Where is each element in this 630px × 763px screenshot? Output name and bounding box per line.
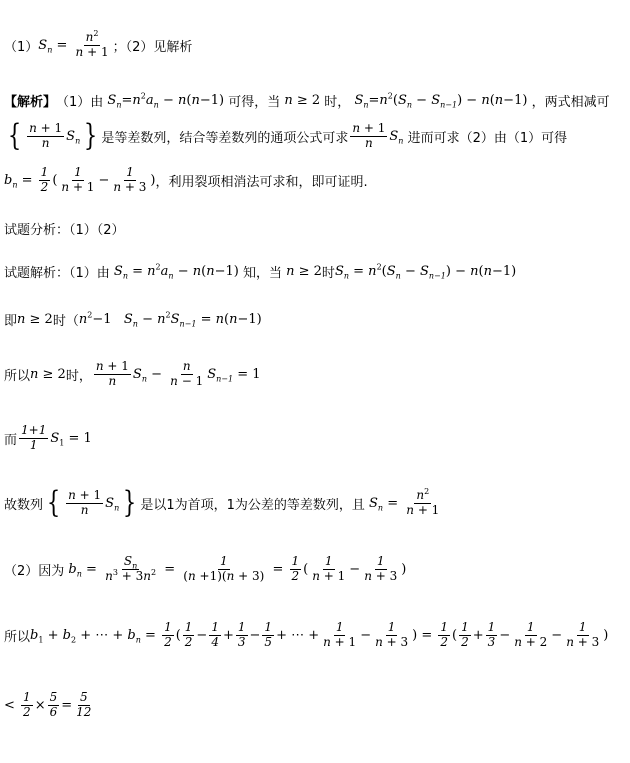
analysis-line-3: $b_n$ = $\frac{1}{2}$ ( $\frac{1}{n + 1}$ − $\frac{1}{n + 3}$ ) ，利用裂项相消法可求和，即可证明. (4, 164, 368, 194)
answer-part2: ；（2）见解析 (112, 39, 193, 55)
answer-label: （1） (4, 39, 39, 55)
solution-line-4: 而 $\frac{1+1}{1}$ $S_1 = 1$ (4, 422, 92, 452)
solution-line-3: 所以 n ≥ 2 时， $\frac{n + 1}{n}$ $S_n$ − $\frac{n}{n - 1}$ $S_{n-1} = 1$ (4, 358, 261, 388)
solution-line-5: 故数列 { $\frac{n + 1}{n}$ $S_n$ } 是以1为首项，1为公差的等差数列，且 $S_n$ = $\frac{n^2}{n + 1}$ (4, 485, 440, 520)
formula-sn-result: $S_n$ = $\frac{n^2}{n + 1}$ (38, 28, 109, 59)
formula-given: $S_n=n^2a_n - n(n-1)$ (103, 91, 225, 110)
answer-summary (4, 22, 192, 68)
formula-bn: $b_n$ = $\frac{1}{2}$ ( $\frac{1}{n + 1}$ − $\frac{1}{n + 3}$ ) (4, 164, 156, 194)
analysis-tag: 【解析】 (4, 94, 57, 110)
analysis-heading: 试题分析：（1）（2） (4, 222, 125, 238)
solution-line-6: （2）因为 $b_n$ = $\frac{S_n}{n^3 + 3n^2}$ = $\frac{1}{(n +1)(n + 3)}$ = $\frac{1}{2}$ ( $\frac{1}{n + 1}$ − $\frac{1}{n + 3}$ ) (4, 553, 407, 583)
solution-line-2: 即 n ≥ 2 时（ $n^2$ −1 $S_n - n^2S_{n-1} = n(n-1)$ (4, 310, 262, 329)
formula-recurrence: $S_n=n^2(S_n - S_{n-1}) - n(n-1)$ (350, 91, 528, 110)
analysis-line-1: 【解析】 （1）由 $S_n=n^2a_n - n(n-1)$ 可得，当 n ≥ 2 时， $S_n=n^2(S_n - S_{n-1}) - n(n-1)$ ，两式相减可 (4, 91, 610, 110)
solution-line-1: 试题解析：（1）由 $S_n = n^2a_n - n(n-1)$ 知，当 n ≥ 2 时 $S_n = n^2(S_n - S_{n-1}) - n(n-1)$ (4, 262, 517, 281)
solution-line-8: < $\frac{1}{2}$ × $\frac{5}{6}$ = $\frac{5}{12}$ (4, 689, 92, 719)
analysis-line-2: { $\frac{n + 1}{n}$ $S_n$ } 是等差数列，结合等差数列的通项公式可求 $\frac{n + 1}{n}$ $S_n$ 进而可求（2）由（1）可得 (7, 118, 568, 153)
solution-line-7: 所以 $b_1 + b_2$ + ⋯ + $b_n$ = $\frac{1}{2}$ ( $\frac{1}{2}$ − $\frac{1}{4}$ + $\frac{1}{3}$ − $\frac{1}{5}$ + ⋯ + $\frac{1}{n + 1}$ − $\frac{1}{n + 3}$ ) = $\frac{1}{2}$ ( $\frac{1}{2}$ + $\frac{1}{3}$ − $\frac{1}{n + 2}$ − $\frac{1}{n + 3}$ ) (4, 619, 609, 649)
